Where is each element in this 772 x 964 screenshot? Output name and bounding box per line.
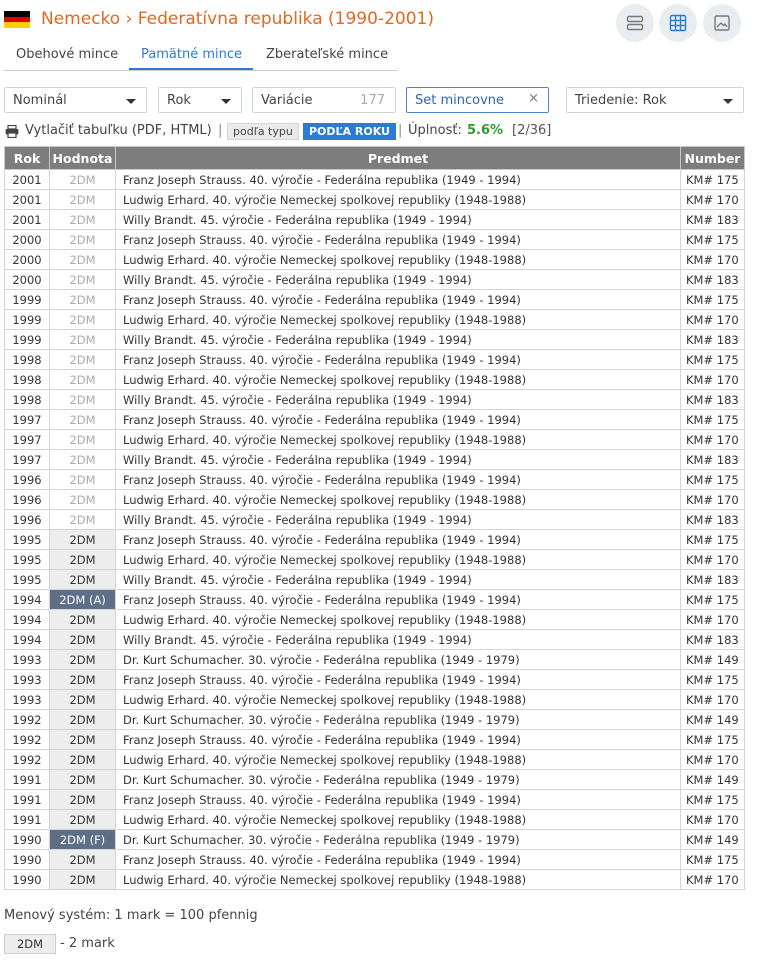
cell-value-swatch[interactable]: 2DM	[50, 570, 116, 590]
chevron-down-icon	[723, 99, 733, 104]
cell-subject: Ludwig Erhard. 40. výročie Nemeckej spolkovej republiky (1948-1988)	[116, 870, 681, 890]
sort-by-type-button[interactable]: podľa typu	[227, 123, 299, 140]
page-title: Nemecko › Federatívna republika (1990-2001)	[41, 9, 434, 29]
cell-value-swatch[interactable]: 2DM	[50, 510, 116, 530]
mint-set-label: Set mincovne	[415, 92, 505, 108]
table-row[interactable]	[5, 490, 745, 510]
table-row[interactable]	[5, 350, 745, 370]
cell-subject: Franz Joseph Strauss. 40. výročie - Federálna republika (1949 - 1994)	[116, 590, 681, 610]
cell-subject: Willy Brandt. 45. výročie - Federálna republika (1949 - 1994)	[116, 270, 681, 290]
table-row[interactable]	[5, 170, 745, 190]
cell-year: 1995	[5, 570, 50, 590]
cell-year: 2001	[5, 190, 50, 210]
cell-value-swatch[interactable]: 2DM	[50, 390, 116, 410]
cell-value-swatch[interactable]: 2DM	[50, 530, 116, 550]
cell-value-swatch[interactable]: 2DM	[50, 710, 116, 730]
printer-icon[interactable]	[5, 125, 19, 138]
separator: |	[398, 123, 403, 138]
table-row[interactable]	[5, 810, 745, 830]
tab-obehove-mince[interactable]: Obehové mince	[16, 47, 119, 62]
coins-table	[4, 146, 745, 890]
cell-year: 1996	[5, 470, 50, 490]
cell-subject: Willy Brandt. 45. výročie - Federálna republika (1949 - 1994)	[116, 390, 681, 410]
grid-view-button[interactable]	[659, 4, 697, 42]
cell-subject: Ludwig Erhard. 40. výročie Nemeckej spolkovej republiky (1948-1988)	[116, 810, 681, 830]
cell-year: 1990	[5, 870, 50, 890]
tab-pamatne-mince[interactable]: Pamätné mince	[141, 47, 242, 62]
cell-subject: Willy Brandt. 45. výročie - Federálna republika (1949 - 1994)	[116, 210, 681, 230]
cell-subject: Franz Joseph Strauss. 40. výročie - Federálna republika (1949 - 1994)	[116, 670, 681, 690]
table-row[interactable]	[5, 610, 745, 630]
table-row[interactable]	[5, 690, 745, 710]
table-row[interactable]	[5, 250, 745, 270]
cell-year: 2000	[5, 230, 50, 250]
cell-value-swatch[interactable]: 2DM	[50, 850, 116, 870]
cell-value-swatch[interactable]: 2DM	[50, 210, 116, 230]
cell-year: 2001	[5, 170, 50, 190]
header-predmet[interactable]: Predmet	[116, 147, 681, 170]
cell-value-swatch[interactable]: 2DM	[50, 250, 116, 270]
cell-subject: Franz Joseph Strauss. 40. výročie - Federálna republika (1949 - 1994)	[116, 410, 681, 430]
cell-subject: Ludwig Erhard. 40. výročie Nemeckej spolkovej republiky (1948-1988)	[116, 370, 681, 390]
cell-value-swatch[interactable]: 2DM	[50, 350, 116, 370]
cell-catalog-number: KM# 183	[681, 330, 745, 350]
table-row[interactable]	[5, 430, 745, 450]
cell-subject: Dr. Kurt Schumacher. 30. výročie - Federálna republika (1949 - 1979)	[116, 770, 681, 790]
mint-set-filter[interactable]	[406, 87, 549, 113]
table-row[interactable]	[5, 790, 745, 810]
cell-catalog-number: KM# 170	[681, 190, 745, 210]
table-row[interactable]	[5, 850, 745, 870]
cell-year: 1993	[5, 690, 50, 710]
cell-catalog-number: KM# 183	[681, 630, 745, 650]
cell-catalog-number: KM# 175	[681, 790, 745, 810]
cell-catalog-number: KM# 175	[681, 730, 745, 750]
grid-view-icon	[669, 14, 687, 32]
table-row[interactable]	[5, 190, 745, 210]
cell-subject: Franz Joseph Strauss. 40. výročie - Federálna republika (1949 - 1994)	[116, 850, 681, 870]
table-row[interactable]	[5, 230, 745, 250]
sort-select[interactable]	[566, 87, 744, 113]
cell-value-swatch[interactable]: 2DM	[50, 690, 116, 710]
tab-zberatelske-mince[interactable]: Zberateľské mince	[266, 47, 389, 62]
cell-catalog-number: KM# 170	[681, 810, 745, 830]
cell-catalog-number: KM# 175	[681, 170, 745, 190]
cell-catalog-number: KM# 183	[681, 390, 745, 410]
page-header	[4, 4, 768, 38]
cell-catalog-number: KM# 183	[681, 450, 745, 470]
table-row[interactable]	[5, 770, 745, 790]
cell-year: 1990	[5, 830, 50, 850]
table-row[interactable]	[5, 210, 745, 230]
cell-catalog-number: KM# 149	[681, 830, 745, 850]
cell-value-swatch[interactable]: 2DM (F)	[50, 830, 116, 850]
table-row[interactable]	[5, 630, 745, 650]
table-row[interactable]	[5, 730, 745, 750]
cell-value-swatch[interactable]: 2DM	[50, 790, 116, 810]
cell-subject: Ludwig Erhard. 40. výročie Nemeckej spolkovej republiky (1948-1988)	[116, 610, 681, 630]
list-view-icon	[626, 14, 644, 32]
cell-catalog-number: KM# 175	[681, 350, 745, 370]
cell-subject: Willy Brandt. 45. výročie - Federálna republika (1949 - 1994)	[116, 570, 681, 590]
cell-catalog-number: KM# 149	[681, 650, 745, 670]
cell-subject: Franz Joseph Strauss. 40. výročie - Federálna republika (1949 - 1994)	[116, 230, 681, 250]
completeness-count: [2/36]	[512, 123, 552, 138]
cell-year: 1995	[5, 550, 50, 570]
cell-subject: Willy Brandt. 45. výročie - Federálna republika (1949 - 1994)	[116, 450, 681, 470]
table-row[interactable]	[5, 710, 745, 730]
cell-subject: Ludwig Erhard. 40. výročie Nemeckej spolkovej republiky (1948-1988)	[116, 690, 681, 710]
table-row[interactable]	[5, 290, 745, 310]
table-header-row	[5, 147, 745, 170]
image-view-button[interactable]	[703, 4, 741, 42]
cell-catalog-number: KM# 175	[681, 530, 745, 550]
cell-value-swatch[interactable]: 2DM	[50, 630, 116, 650]
cell-catalog-number: KM# 183	[681, 270, 745, 290]
cell-catalog-number: KM# 175	[681, 590, 745, 610]
variations-filter[interactable]	[252, 87, 396, 113]
cell-catalog-number: KM# 175	[681, 670, 745, 690]
table-row[interactable]	[5, 650, 745, 670]
cell-value-swatch[interactable]: 2DM	[50, 310, 116, 330]
cell-catalog-number: KM# 183	[681, 210, 745, 230]
cell-year: 1998	[5, 390, 50, 410]
cell-value-swatch[interactable]: 2DM	[50, 290, 116, 310]
cell-catalog-number: KM# 170	[681, 370, 745, 390]
cell-year: 1996	[5, 490, 50, 510]
cell-value-swatch[interactable]: 2DM	[50, 450, 116, 470]
cell-year: 1992	[5, 730, 50, 750]
cell-subject: Franz Joseph Strauss. 40. výročie - Federálna republika (1949 - 1994)	[116, 790, 681, 810]
separator: |	[218, 123, 223, 138]
cell-catalog-number: KM# 175	[681, 410, 745, 430]
cell-year: 1997	[5, 430, 50, 450]
cell-value-swatch[interactable]: 2DM	[50, 550, 116, 570]
cell-catalog-number: KM# 175	[681, 230, 745, 250]
cell-year: 1993	[5, 670, 50, 690]
cell-year: 1991	[5, 810, 50, 830]
cell-subject: Ludwig Erhard. 40. výročie Nemeckej spolkovej republiky (1948-1988)	[116, 430, 681, 450]
cell-value-swatch[interactable]: 2DM	[50, 430, 116, 450]
cell-value-swatch[interactable]: 2DM	[50, 670, 116, 690]
table-row[interactable]	[5, 450, 745, 470]
header-rok[interactable]: Rok	[5, 147, 50, 170]
legend-text: - 2 mark	[60, 936, 115, 951]
table-row[interactable]	[5, 750, 745, 770]
completeness-percent: 5.6%	[467, 123, 504, 138]
nominal-select[interactable]	[4, 87, 147, 113]
table-row[interactable]	[5, 670, 745, 690]
cell-catalog-number: KM# 170	[681, 430, 745, 450]
cell-value-swatch[interactable]: 2DM	[50, 190, 116, 210]
cell-catalog-number: KM# 170	[681, 490, 745, 510]
cell-subject: Dr. Kurt Schumacher. 30. výročie - Federálna republika (1949 - 1979)	[116, 650, 681, 670]
variations-label: Variácie	[261, 92, 313, 108]
cell-value-swatch[interactable]: 2DM	[50, 470, 116, 490]
header-number[interactable]: Number	[681, 147, 745, 170]
cell-catalog-number: KM# 170	[681, 310, 745, 330]
cell-year: 1993	[5, 650, 50, 670]
year-select-label: Rok	[167, 92, 191, 108]
cell-year: 1994	[5, 610, 50, 630]
germany-flag-icon	[4, 11, 30, 28]
cell-year: 1999	[5, 290, 50, 310]
cell-subject: Franz Joseph Strauss. 40. výročie - Federálna republika (1949 - 1994)	[116, 170, 681, 190]
cell-subject: Ludwig Erhard. 40. výročie Nemeckej spolkovej republiky (1948-1988)	[116, 190, 681, 210]
cell-subject: Franz Joseph Strauss. 40. výročie - Federálna republika (1949 - 1994)	[116, 730, 681, 750]
year-select[interactable]	[158, 87, 242, 113]
table-row[interactable]	[5, 330, 745, 350]
nominal-select-label: Nominál	[13, 92, 67, 108]
cell-year: 1994	[5, 590, 50, 610]
chevron-down-icon	[221, 99, 231, 104]
cell-subject: Ludwig Erhard. 40. výročie Nemeckej spolkovej republiky (1948-1988)	[116, 750, 681, 770]
cell-catalog-number: KM# 170	[681, 690, 745, 710]
variations-count: 177	[360, 92, 385, 108]
cell-value-swatch[interactable]: 2DM	[50, 730, 116, 750]
cell-subject: Willy Brandt. 45. výročie - Federálna republika (1949 - 1994)	[116, 510, 681, 530]
cell-year: 2000	[5, 250, 50, 270]
image-view-icon	[713, 14, 731, 32]
cell-catalog-number: KM# 149	[681, 770, 745, 790]
cell-catalog-number: KM# 170	[681, 870, 745, 890]
table-row[interactable]	[5, 870, 745, 890]
table-row[interactable]	[5, 470, 745, 490]
table-row[interactable]	[5, 590, 745, 610]
cell-value-swatch[interactable]: 2DM	[50, 330, 116, 350]
cell-subject: Franz Joseph Strauss. 40. výročie - Federálna republika (1949 - 1994)	[116, 350, 681, 370]
cell-catalog-number: KM# 175	[681, 850, 745, 870]
print-table-link[interactable]: Vytlačiť tabuľku (PDF, HTML)	[25, 123, 212, 138]
cell-catalog-number: KM# 170	[681, 550, 745, 570]
cell-subject: Franz Joseph Strauss. 40. výročie - Federálna republika (1949 - 1994)	[116, 530, 681, 550]
list-view-button[interactable]	[616, 4, 654, 42]
header-hodnota[interactable]: Hodnota	[50, 147, 116, 170]
cell-value-swatch[interactable]: 2DM	[50, 410, 116, 430]
cell-year: 1992	[5, 710, 50, 730]
cell-year: 1991	[5, 770, 50, 790]
cell-catalog-number: KM# 183	[681, 510, 745, 530]
cell-year: 1994	[5, 630, 50, 650]
cell-year: 1996	[5, 510, 50, 530]
table-row[interactable]	[5, 550, 745, 570]
table-row[interactable]	[5, 570, 745, 590]
cell-catalog-number: KM# 183	[681, 570, 745, 590]
cell-year: 1999	[5, 310, 50, 330]
cell-value-swatch[interactable]: 2DM	[50, 750, 116, 770]
cell-subject: Dr. Kurt Schumacher. 30. výročie - Federálna republika (1949 - 1979)	[116, 830, 681, 850]
cell-year: 1997	[5, 410, 50, 430]
cell-subject: Ludwig Erhard. 40. výročie Nemeckej spolkovej republiky (1948-1988)	[116, 550, 681, 570]
table-row[interactable]	[5, 510, 745, 530]
cell-value-swatch[interactable]: 2DM (A)	[50, 590, 116, 610]
cell-year: 1998	[5, 370, 50, 390]
sort-by-year-button[interactable]: PODĽA ROKU	[303, 123, 396, 140]
table-row[interactable]	[5, 410, 745, 430]
cell-value-swatch[interactable]: 2DM	[50, 810, 116, 830]
cell-value-swatch[interactable]: 2DM	[50, 270, 116, 290]
cell-year: 2001	[5, 210, 50, 230]
table-row[interactable]	[5, 270, 745, 290]
table-row[interactable]	[5, 830, 745, 850]
chevron-down-icon	[126, 99, 136, 104]
cell-year: 1990	[5, 850, 50, 870]
clear-filter-icon[interactable]: ×	[528, 91, 539, 106]
cell-year: 1995	[5, 530, 50, 550]
cell-year: 1998	[5, 350, 50, 370]
cell-year: 2000	[5, 270, 50, 290]
legend-swatch: 2DM	[4, 934, 56, 954]
cell-catalog-number: KM# 175	[681, 470, 745, 490]
sort-select-label: Triedenie: Rok	[575, 92, 667, 108]
cell-year: 1997	[5, 450, 50, 470]
cell-subject: Franz Joseph Strauss. 40. výročie - Federálna republika (1949 - 1994)	[116, 470, 681, 490]
cell-subject: Dr. Kurt Schumacher. 30. výročie - Federálna republika (1949 - 1979)	[116, 710, 681, 730]
cell-subject: Willy Brandt. 45. výročie - Federálna republika (1949 - 1994)	[116, 630, 681, 650]
table-row[interactable]	[5, 310, 745, 330]
active-tab-indicator	[129, 68, 253, 70]
cell-catalog-number: KM# 170	[681, 610, 745, 630]
table-row[interactable]	[5, 390, 745, 410]
table-row[interactable]	[5, 530, 745, 550]
cell-value-swatch[interactable]: 2DM	[50, 610, 116, 630]
cell-value-swatch[interactable]: 2DM	[50, 490, 116, 510]
cell-subject: Ludwig Erhard. 40. výročie Nemeckej spolkovej republiky (1948-1988)	[116, 310, 681, 330]
cell-year: 1991	[5, 790, 50, 810]
completeness-label: Úplnosť:	[408, 123, 462, 138]
cell-catalog-number: KM# 170	[681, 750, 745, 770]
table-row[interactable]	[5, 370, 745, 390]
cell-year: 1999	[5, 330, 50, 350]
cell-subject: Ludwig Erhard. 40. výročie Nemeckej spolkovej republiky (1948-1988)	[116, 250, 681, 270]
cell-catalog-number: KM# 175	[681, 290, 745, 310]
cell-value-swatch[interactable]: 2DM	[50, 650, 116, 670]
cell-subject: Franz Joseph Strauss. 40. výročie - Federálna republika (1949 - 1994)	[116, 290, 681, 310]
cell-value-swatch[interactable]: 2DM	[50, 870, 116, 890]
monetary-system-note: Menový systém: 1 mark = 100 pfennig	[4, 908, 258, 923]
cell-catalog-number: KM# 149	[681, 710, 745, 730]
cell-subject: Willy Brandt. 45. výročie - Federálna republika (1949 - 1994)	[116, 330, 681, 350]
table-toolbar	[4, 123, 768, 141]
cell-value-swatch[interactable]: 2DM	[50, 370, 116, 390]
cell-catalog-number: KM# 170	[681, 250, 745, 270]
coin-type-tabs	[4, 44, 398, 71]
cell-subject: Ludwig Erhard. 40. výročie Nemeckej spolkovej republiky (1948-1988)	[116, 490, 681, 510]
cell-value-swatch[interactable]: 2DM	[50, 770, 116, 790]
cell-year: 1992	[5, 750, 50, 770]
cell-value-swatch[interactable]: 2DM	[50, 170, 116, 190]
cell-value-swatch[interactable]: 2DM	[50, 230, 116, 250]
